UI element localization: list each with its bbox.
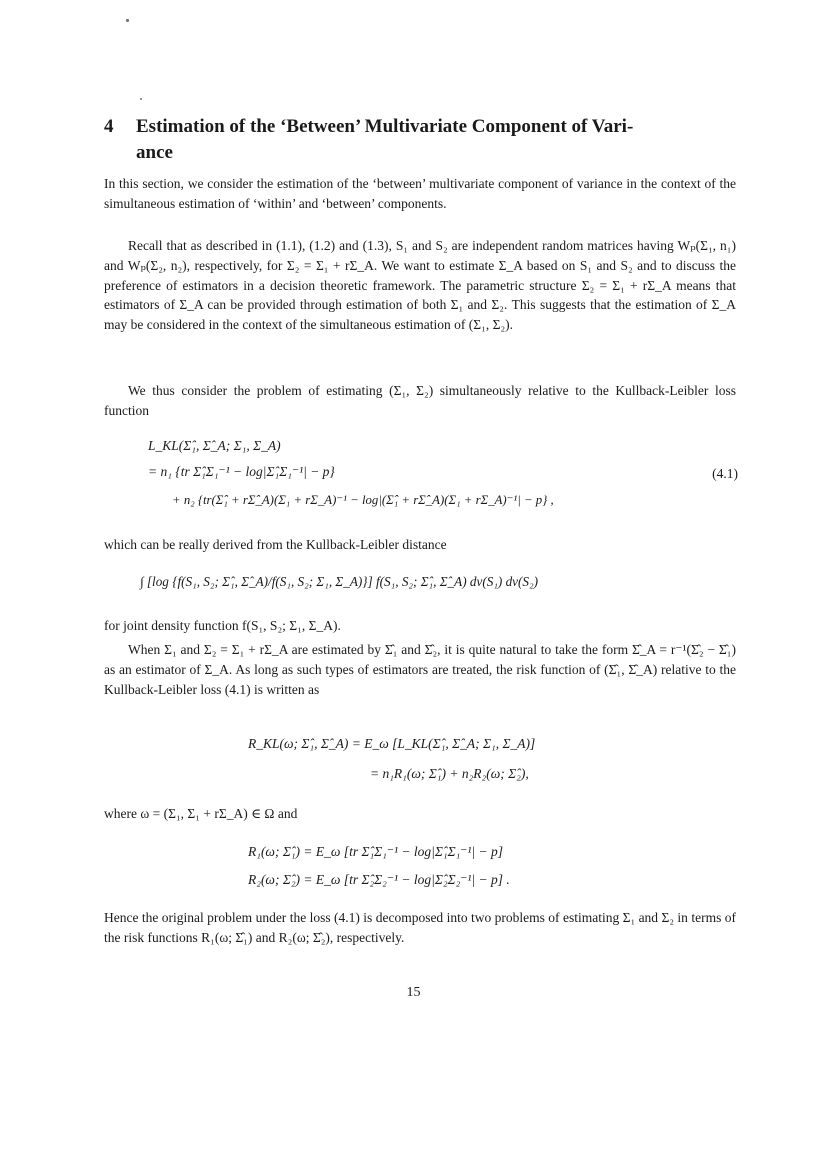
equation-line: R₁(ω; Σ̂₁) = E_ω [tr Σ̂₁Σ₁⁻¹ − log|Σ̂₁Σ₁⁻¹| − p] bbox=[248, 844, 504, 859]
paragraph-loss-intro: We thus consider the problem of estimating (Σ₁, Σ₂) simultaneously relative to the Kullback-Leibler loss function bbox=[104, 383, 736, 418]
paragraph-conclusion: Hence the original problem under the loss (4.1) is decomposed into two problems of estimating Σ₁ and Σ₂ in terms of the risk functions R₁(ω; Σ̂₁) and R₂(ω; Σ̂₂), respectively. bbox=[104, 910, 736, 945]
scan-speck bbox=[140, 98, 142, 100]
paragraph-distance-intro: which can be really derived from the Kullback-Leibler distance bbox=[104, 537, 447, 552]
paragraph-recall: Recall that as described in (1.1), (1.2) and (1.3), S₁ and S₂ are independent random matrices having Wₚ(Σ₁, n₁) and Wₚ(Σ₂, n₂), respectively, for Σ₂ = Σ₁ + rΣ_A. We want to estimate Σ_A based on S₁ and S₂ and to discuss the preference of estimators in a decision theoretic framework. The parametric structure Σ₂ = Σ₁ + rΣ_A means that estimators of Σ_A can be provided through estimation of both Σ₁ and Σ₂. This suggests that the estimation of Σ_A may be considered in the context of the simultaneous estimation of (Σ₁, Σ₂). bbox=[104, 238, 736, 333]
equation-line: R₂(ω; Σ̂₂) = E_ω [tr Σ̂₂Σ₂⁻¹ − log|Σ̂₂Σ₂⁻¹| − p] . bbox=[248, 872, 510, 887]
equation-line: ∫ [log {f(S₁, S₂; Σ̂₁, Σ̂_A)/f(S₁, S₂; Σ₁, Σ_A)}] f(S₁, S₂; Σ̂₁, Σ̂_A) dν(S₁) dν(S₂) bbox=[140, 574, 539, 589]
paragraph-risk-intro: When Σ₁ and Σ₂ = Σ₁ + rΣ_A are estimated by Σ̂₁ and Σ̂₂, it is quite natural to take the form Σ̂_A = r⁻¹(Σ̂₂ − Σ̂₁) as an estimator of Σ_A. As long as such types of estimators are treated, the risk function of (Σ̂₁, Σ̂_A) relative to the Kullback-Leibler loss (4.1) is written as bbox=[104, 642, 736, 697]
equation-line: = n₁R₁(ω; Σ̂₁) + n₂R₂(ω; Σ̂₂), bbox=[370, 766, 529, 781]
paragraph-intro: In this section, we consider the estimation of the ‘between’ multivariate component of variance in the context of the simultaneous estimation of ‘within’ and ‘between’ components. bbox=[104, 176, 736, 211]
section-title: Estimation of the ‘Between’ Multivariate Component of Vari- bbox=[136, 116, 634, 137]
equation-4-1 bbox=[148, 436, 738, 520]
page-number: 15 bbox=[406, 985, 421, 1000]
equation-risk bbox=[248, 734, 728, 786]
equation-line: L_KL(Σ̂₁, Σ̂_A; Σ₁, Σ_A) bbox=[148, 438, 281, 453]
equation-line: = n₁ {tr Σ̂₁Σ₁⁻¹ − log|Σ̂₁Σ₁⁻¹| − p} bbox=[148, 464, 335, 479]
paragraph-omega: where ω = (Σ₁, Σ₁ + rΣ_A) ∈ Ω and bbox=[104, 806, 298, 821]
equation-line: R_KL(ω; Σ̂₁, Σ̂_A) = E_ω [L_KL(Σ̂₁, Σ̂_A; Σ₁, Σ_A)] bbox=[248, 736, 536, 751]
section-number: 4 bbox=[104, 116, 114, 137]
equation-r1-r2 bbox=[248, 842, 728, 894]
scan-speck bbox=[126, 19, 129, 22]
equation-number: (4.1) bbox=[712, 466, 738, 481]
paragraph-joint-density: for joint density function f(S₁, S₂; Σ₁, Σ_A). bbox=[104, 618, 341, 633]
equation-line: + n₂ {tr(Σ̂₁ + rΣ̂_A)(Σ₁ + rΣ_A)⁻¹ − log|(Σ̂₁ + rΣ̂_A)(Σ₁ + rΣ_A)⁻¹| − p} , bbox=[172, 493, 554, 507]
section-heading bbox=[104, 114, 744, 166]
equation-kl-distance bbox=[140, 570, 730, 600]
section-title-continuation: ance bbox=[136, 142, 173, 163]
